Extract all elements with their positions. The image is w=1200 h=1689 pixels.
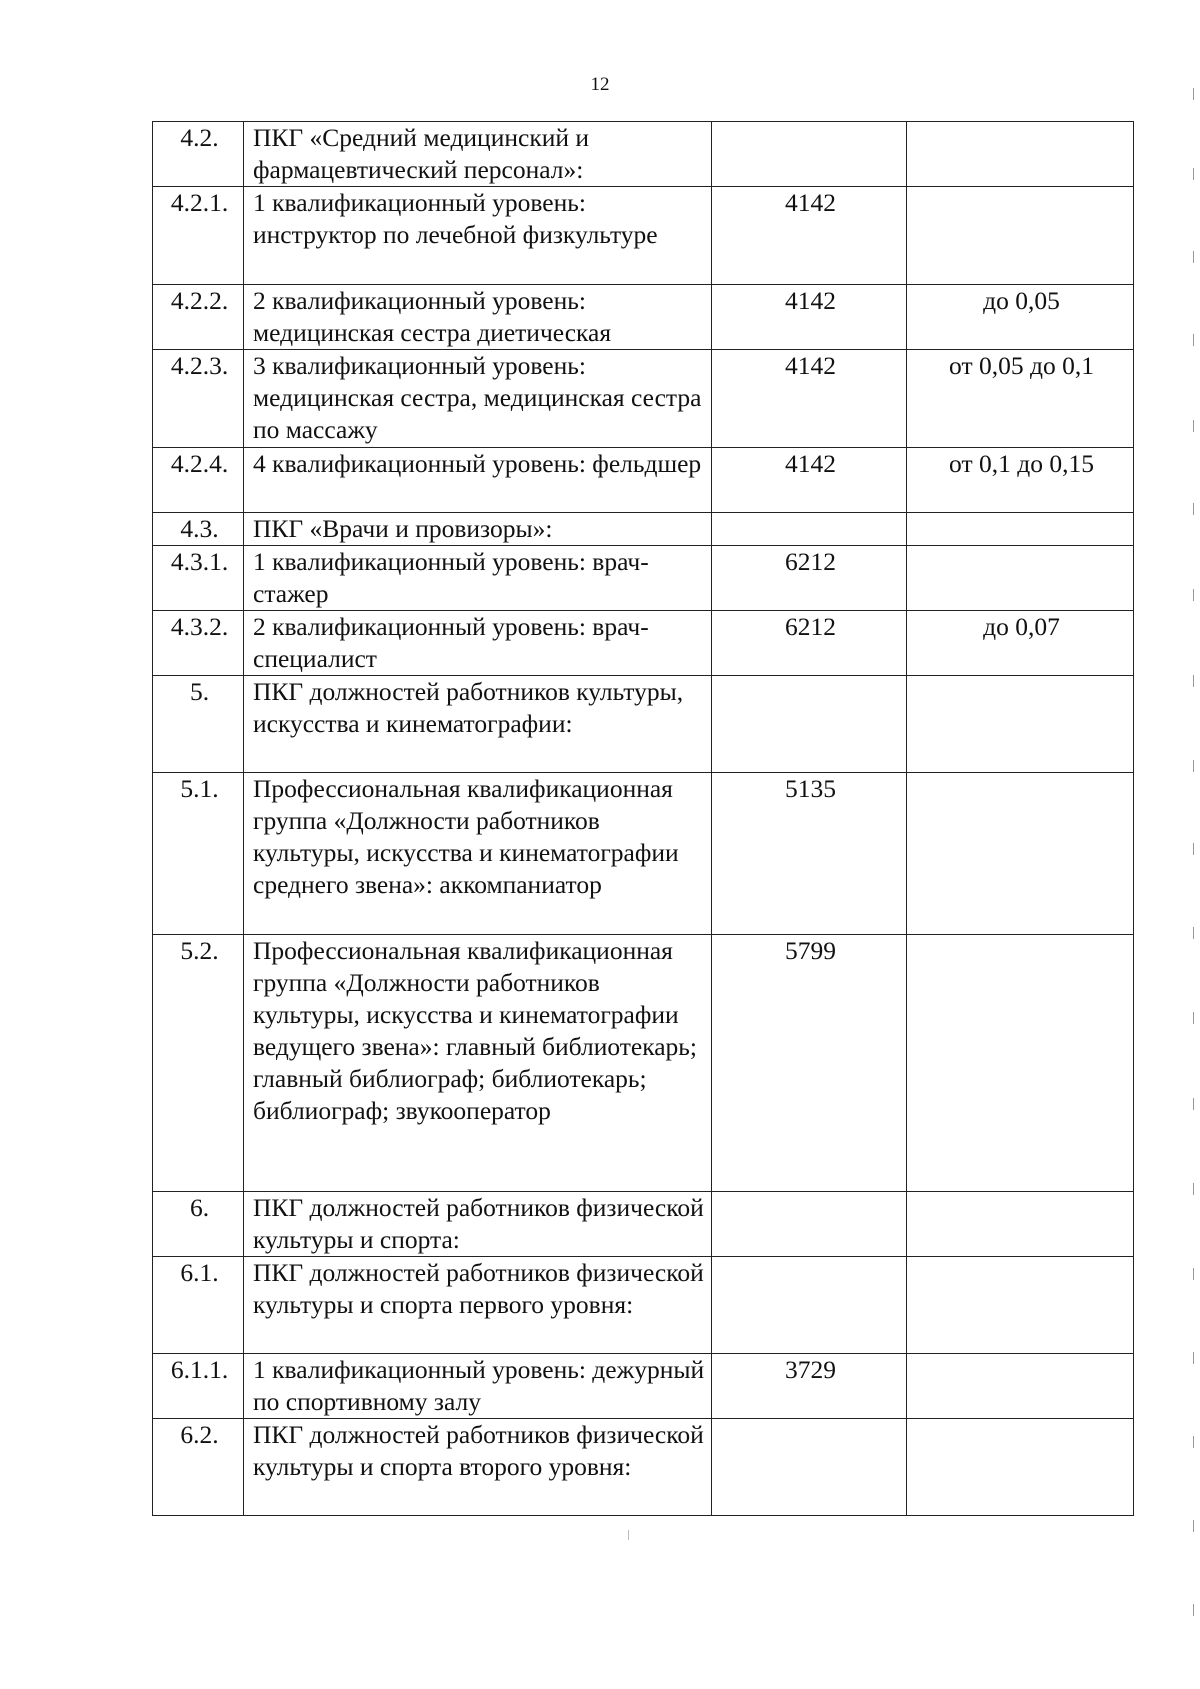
- coefficient-value: [907, 1419, 1134, 1516]
- coefficient-value: [907, 187, 1134, 285]
- scan-speck: [628, 1530, 629, 1540]
- coefficient-value: [907, 1192, 1134, 1257]
- row-number: 4.3.: [153, 513, 244, 546]
- row-number: 5.2.: [153, 935, 244, 1192]
- scan-mark: [1193, 1436, 1195, 1448]
- scan-mark: [1193, 1520, 1195, 1532]
- table-row: [153, 1354, 1134, 1419]
- salary-value: [712, 1419, 907, 1516]
- table-row: [153, 122, 1134, 187]
- table-row: [153, 285, 1134, 350]
- scan-mark: [1193, 1604, 1195, 1616]
- salary-value: 3729: [712, 1354, 907, 1419]
- row-number: 4.2.1.: [153, 187, 244, 285]
- scan-mark: [1193, 334, 1195, 346]
- row-number: 6.1.: [153, 1257, 244, 1354]
- table-row: [153, 611, 1134, 676]
- salary-value: 6212: [712, 611, 907, 676]
- coefficient-value: [907, 546, 1134, 611]
- row-number: 4.2.: [153, 122, 244, 187]
- row-number: 4.2.3.: [153, 350, 244, 448]
- row-number: 4.2.2.: [153, 285, 244, 350]
- scan-mark: [1193, 843, 1195, 855]
- scan-mark: [1193, 1183, 1195, 1195]
- position-name: 2 квалификационный уровень: медицинская сестра диетическая: [244, 285, 712, 350]
- salary-value: 5135: [712, 773, 907, 935]
- scan-mark: [1193, 760, 1195, 772]
- position-name: ПКГ должностей работников физической культуры и спорта первого уровня:: [244, 1257, 712, 1354]
- coefficient-value: [907, 773, 1134, 935]
- coefficient-value: [907, 1257, 1134, 1354]
- row-number: 4.3.1.: [153, 546, 244, 611]
- position-name: ПКГ должностей работников физической культуры и спорта второго уровня:: [244, 1419, 712, 1516]
- position-name: 2 квалификационный уровень: врач-специалист: [244, 611, 712, 676]
- salary-value: [712, 1257, 907, 1354]
- scan-mark: [1193, 88, 1195, 100]
- scan-mark: [1193, 1098, 1195, 1110]
- salary-value: [712, 676, 907, 773]
- scan-mark: [1193, 251, 1195, 263]
- scan-mark: [1193, 503, 1195, 515]
- scan-mark: [1193, 589, 1195, 601]
- coefficient-value: [907, 935, 1134, 1192]
- coefficient-value: от 0,1 до 0,15: [907, 448, 1134, 513]
- row-number: 6.2.: [153, 1419, 244, 1516]
- scan-mark: [1193, 1352, 1195, 1364]
- position-name: 4 квалификационный уровень: фельдшер: [244, 448, 712, 513]
- table-row: [153, 1419, 1134, 1516]
- salary-table: [152, 121, 1134, 1516]
- position-name: ПКГ должностей работников культуры, искусства и кинематографии:: [244, 676, 712, 773]
- salary-value: 4142: [712, 448, 907, 513]
- coefficient-value: [907, 513, 1134, 546]
- position-name: 1 квалификационный уровень: дежурный по спортивному залу: [244, 1354, 712, 1419]
- table-row: [153, 935, 1134, 1192]
- position-name: Профессиональная квалификационная группа «Должности работников культуры, искусства и кинематографии ведущего звена»: главный библиотекарь; главный библиограф; библиотекарь; библиограф; звукооператор: [244, 935, 712, 1192]
- position-name: 3 квалификационный уровень: медицинская сестра, медицинская сестра по массажу: [244, 350, 712, 448]
- position-name: ПКГ «Врачи и провизоры»:: [244, 513, 712, 546]
- page-number: 12: [590, 74, 610, 95]
- table-row: [153, 773, 1134, 935]
- row-number: 4.2.4.: [153, 448, 244, 513]
- coefficient-value: до 0,05: [907, 285, 1134, 350]
- row-number: 6.: [153, 1192, 244, 1257]
- salary-value: 4142: [712, 285, 907, 350]
- position-name: ПКГ должностей работников физической культуры и спорта:: [244, 1192, 712, 1257]
- salary-value: 5799: [712, 935, 907, 1192]
- row-number: 4.3.2.: [153, 611, 244, 676]
- salary-value: 4142: [712, 187, 907, 285]
- table-row: [153, 546, 1134, 611]
- salary-value: [712, 513, 907, 546]
- scan-mark: [1193, 675, 1195, 687]
- scan-mark: [1193, 420, 1195, 432]
- row-number: 6.1.1.: [153, 1354, 244, 1419]
- table-row: [153, 448, 1134, 513]
- salary-value: 4142: [712, 350, 907, 448]
- row-number: 5.: [153, 676, 244, 773]
- coefficient-value: от 0,05 до 0,1: [907, 350, 1134, 448]
- scan-mark: [1193, 1268, 1195, 1280]
- position-name: ПКГ «Средний медицинский и фармацевтический персонал»:: [244, 122, 712, 187]
- coefficient-value: до 0,07: [907, 611, 1134, 676]
- position-name: 1 квалификационный уровень: врач-стажер: [244, 546, 712, 611]
- table-row: [153, 1257, 1134, 1354]
- table-row: [153, 513, 1134, 546]
- salary-value: 6212: [712, 546, 907, 611]
- salary-value: [712, 1192, 907, 1257]
- coefficient-value: [907, 1354, 1134, 1419]
- salary-value: [712, 122, 907, 187]
- table-row: [153, 350, 1134, 448]
- scan-mark: [1193, 1012, 1195, 1024]
- position-name: Профессиональная квалификационная группа «Должности работников культуры, искусства и кинематографии среднего звена»: аккомпаниатор: [244, 773, 712, 935]
- coefficient-value: [907, 676, 1134, 773]
- table-row: [153, 676, 1134, 773]
- row-number: 5.1.: [153, 773, 244, 935]
- table-row: [153, 1192, 1134, 1257]
- table-row: [153, 187, 1134, 285]
- scan-mark: [1193, 168, 1195, 180]
- coefficient-value: [907, 122, 1134, 187]
- position-name: 1 квалификационный уровень: инструктор по лечебной физкультуре: [244, 187, 712, 285]
- scan-mark: [1193, 927, 1195, 939]
